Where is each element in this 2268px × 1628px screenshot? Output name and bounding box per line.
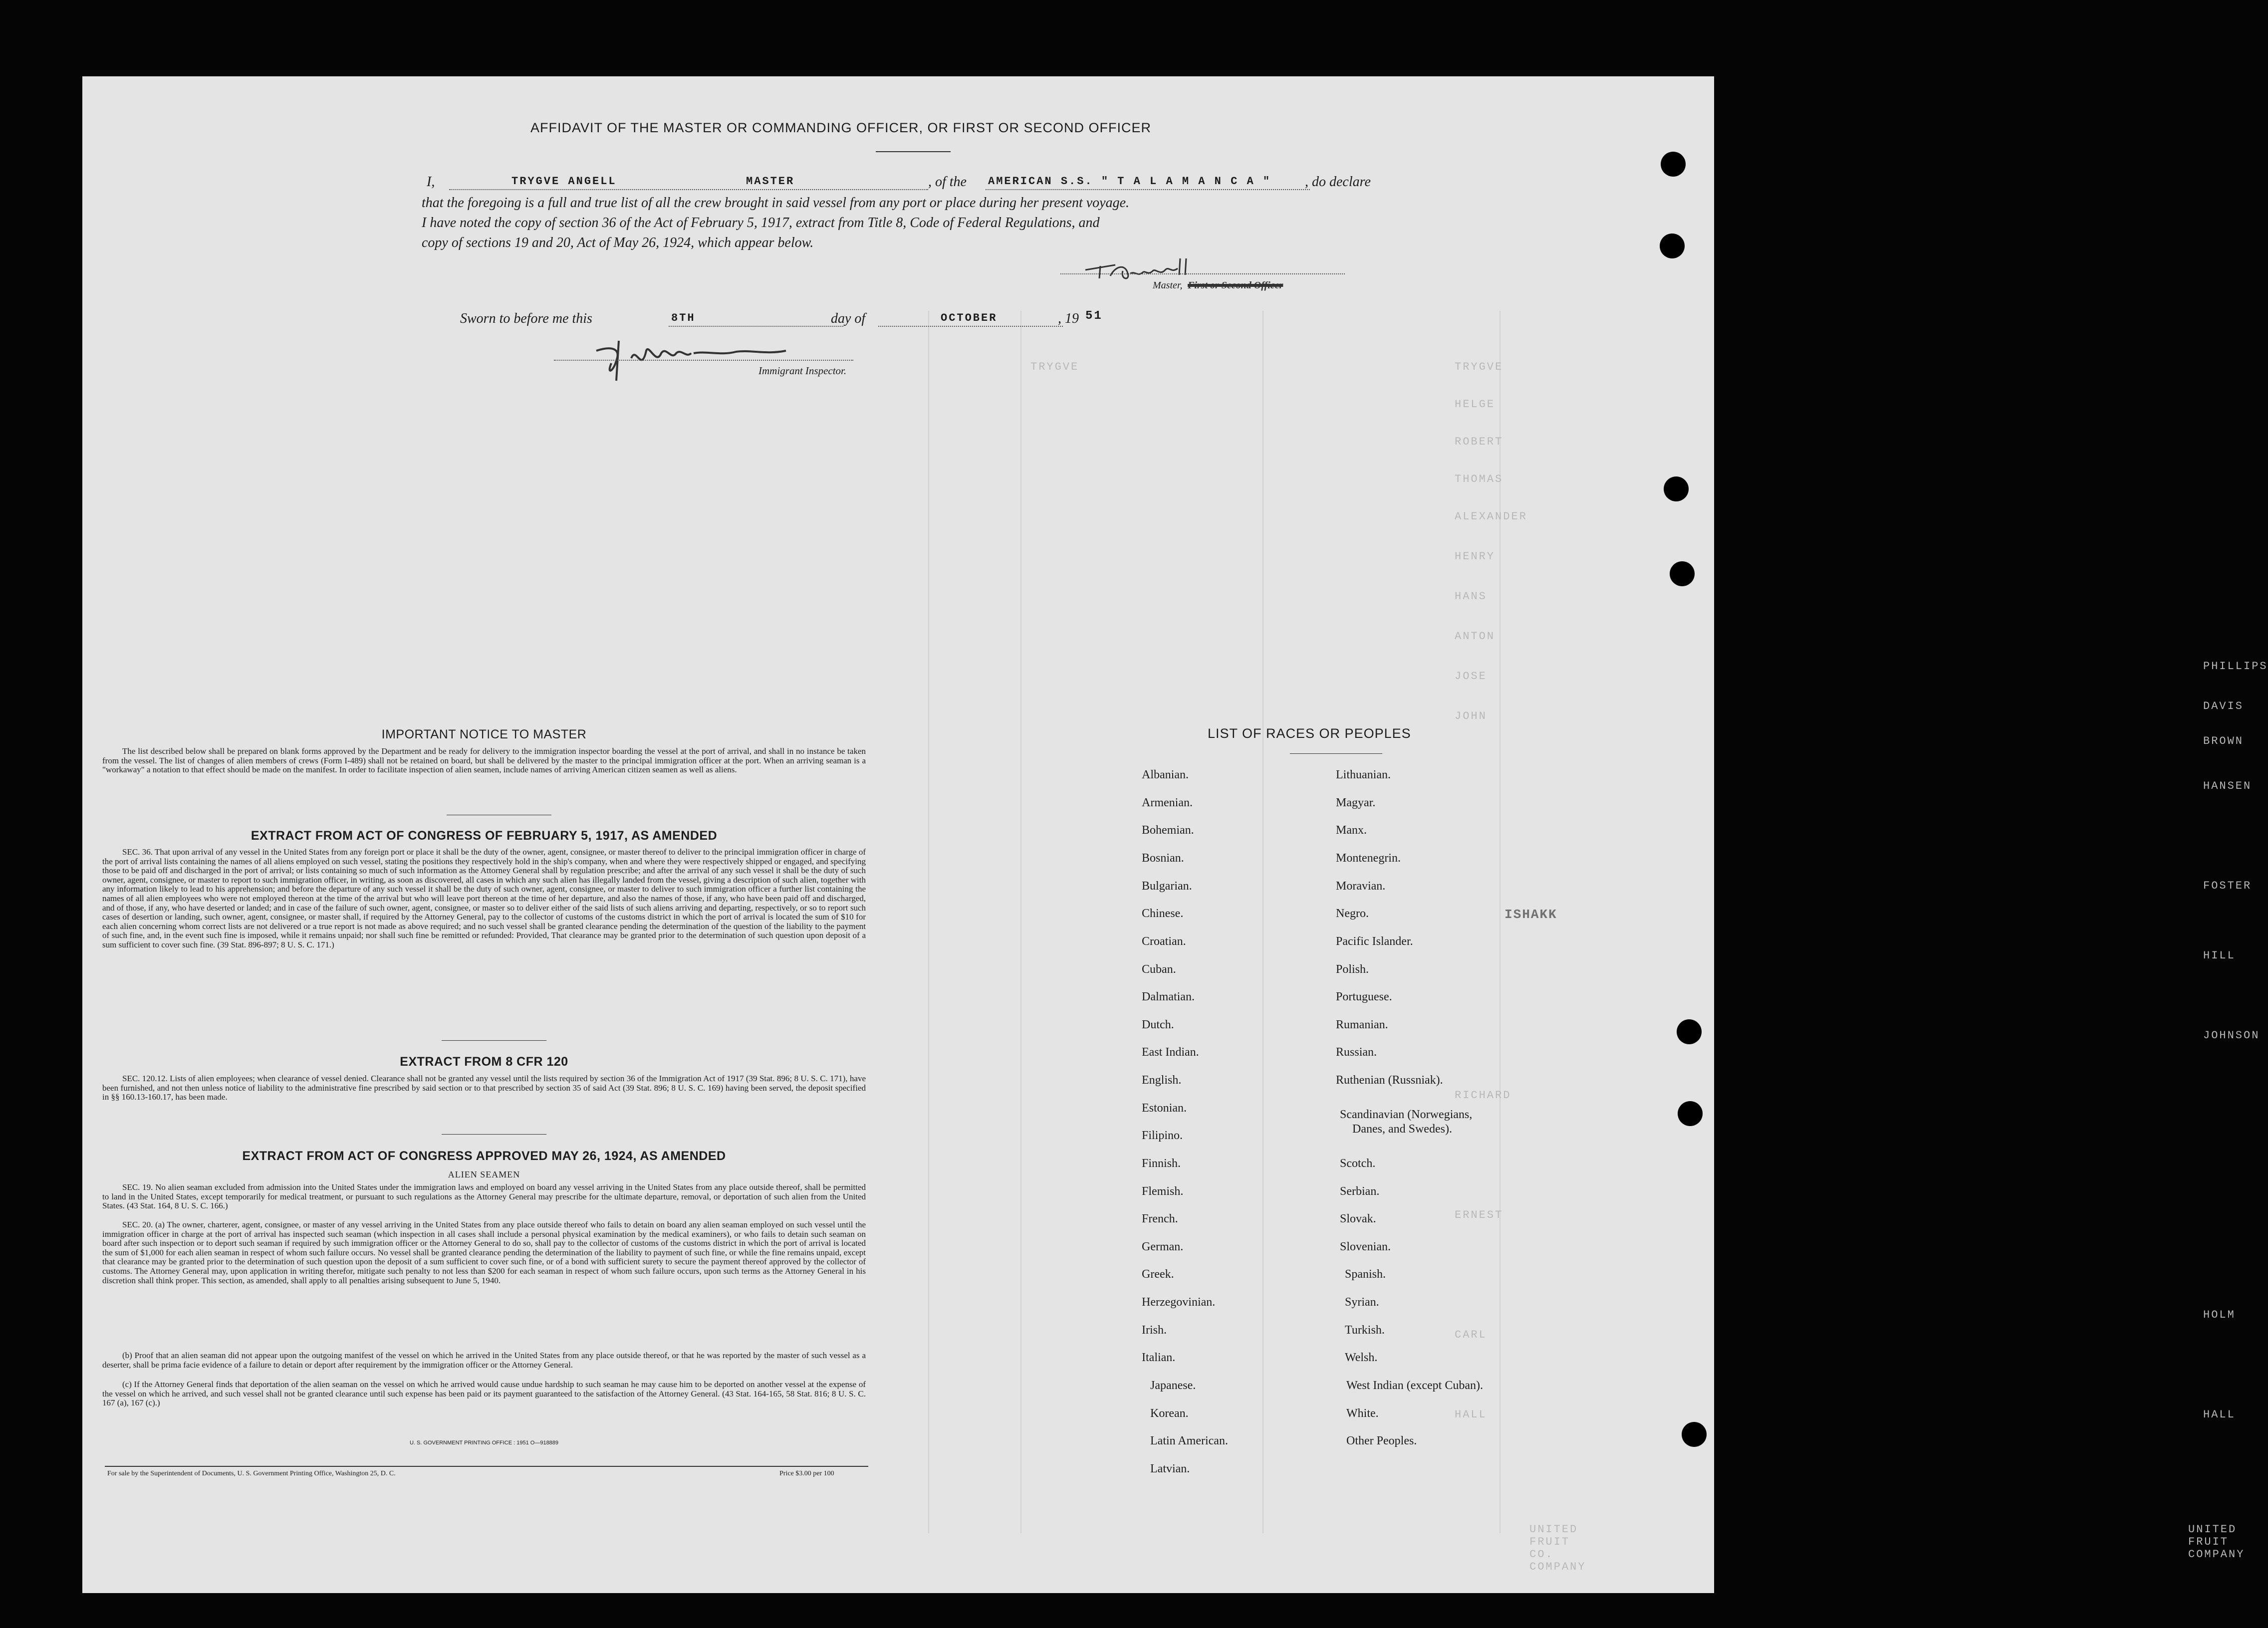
race-item: Herzegovinian. [1142, 1296, 1216, 1309]
punch-hole [1670, 561, 1695, 586]
affidavit-line4: copy of sections 19 and 20, Act of May 26, 1924, which appear below. [422, 235, 814, 250]
race-item: Dalmatian. [1142, 990, 1195, 1003]
bleed-rule [928, 311, 929, 1533]
race-item: Cuban. [1142, 963, 1176, 976]
race-item: Slovak. [1340, 1212, 1376, 1225]
sec20c-body: (c) If the Attorney General finds that deportation of the alien seaman on the vessel on which he arrived would cause undue hardship to such seaman he may cause him to be deported on another vessel at the expense of the vessel on which he arrived, and such vessel shall not be granted clearance until such expense has been paid or its payment guaranteed to the satisfaction of the Attorney General. (43 Stat. 164-165, 58 Stat. 816; 8 U. S. C. 167 (a), 167 (c).) [102, 1380, 866, 1408]
affidavit-i: I, [427, 174, 435, 190]
race-item: Croatian. [1142, 935, 1186, 948]
bleed-rule [1500, 311, 1501, 1533]
race-item: French. [1142, 1212, 1178, 1225]
do-declare-text: , do declare [1305, 174, 1371, 190]
race-item: Bulgarian. [1142, 880, 1192, 893]
race-item: Other Peoples. [1346, 1434, 1417, 1447]
race-item: Danes, and Swedes). [1352, 1123, 1452, 1136]
master-signature-line [1060, 273, 1345, 274]
race-item: White. [1346, 1407, 1379, 1420]
race-item: Portuguese. [1336, 990, 1392, 1003]
race-item: Pacific Islander. [1336, 935, 1413, 948]
notice-body: The list described below shall be prepared on blank forms approved by the Department and be ready for delivery to the immigration inspector boarding the vessel at the port of arrival, and shall in no instance be taken from the vessel. The list of changes of alien members of crews (Form I-489) shall not be retained on board, but shall be delivered by the master to the principal immigration officer at the port. When an arriving seaman is a "workaway" a notation to that effect should be made on the manifest. In order to facilitate inspection of alien seamen, include names of arriving American citizen seamen as well as aliens. [102, 746, 866, 775]
races-title: LIST OF RACES OR PEOPLES [1208, 726, 1411, 741]
affidavit-title: AFFIDAVIT OF THE MASTER OR COMMANDING OFFICER, OR FIRST OR SECOND OFFICER [530, 120, 1152, 135]
affidavit-line3: I have noted the copy of section 36 of the Act of February 5, 1917, extract from Title 8, Code of Federal Regulations, and [422, 215, 1100, 231]
sec20a-body: SEC. 20. (a) The owner, charterer, agent, consignee, or master of any vessel arriving in the United States from any place outside thereof who fails to detain on board any alien seaman employed on such vessel until the immigration officer in charge at the port of arrival has inspected such seaman (which inspection in all cases shall include a personal physical examination by the medical examiners), or who fails to detain such seaman on board after such inspection or to deport such seaman if required by such immigration officer or the Attorney General to do so, shall pay to the collector of customs of the customs district in which the port of arrival is located the sum of $1,000 for each alien seaman in respect of whom such failure occurs. No vessel shall be granted clearance pending the determination of the liability to payment of such fine, or while the fine remains unpaid, except that clearance may be granted prior to the determination of such question upon the deposit of a sum sufficient to cover such fine, or of a bond with sufficient surety to secure the payment thereof approved by the collector of customs. The Attorney General may, upon application in writing therefor, mitigate such penalty to not less than $200 for each seaman in respect of whom such failure occurs, upon such terms as the Attorney General in his discretion shall think proper. This section, as amended, shall apply to all penalties arising subsequent to June 5, 1940. [102, 1220, 866, 1285]
year-suffix: 51 [1085, 309, 1103, 323]
of-the-text: , of the [928, 174, 967, 190]
race-item: Spanish. [1345, 1268, 1386, 1281]
punch-hole [1664, 476, 1689, 501]
inspector-label: Immigrant Inspector. [758, 365, 847, 377]
race-item: Albanian. [1142, 768, 1189, 781]
master-struck-label: First or Second Officer [1188, 280, 1283, 291]
races-divider [1290, 753, 1382, 754]
notice-title: IMPORTANT NOTICE TO MASTER [381, 727, 587, 741]
race-item: Italian. [1142, 1351, 1176, 1364]
race-item: Turkish. [1345, 1324, 1385, 1337]
sworn-month: OCTOBER [941, 312, 998, 324]
race-item: Armenian. [1142, 796, 1193, 809]
race-item: Chinese. [1142, 907, 1184, 920]
race-item: Bohemian. [1142, 824, 1194, 837]
sec19-body: SEC. 19. No alien seaman excluded from admission into the United States under the immigration laws and employed on board any vessel arriving in the United States from any place outside thereof, shall be permitted to land in the United States, except temporarily for medical treatment, or pursuant to such regulations as the Attorney General may prescribe for the ultimate departure, removal, or deportation of such alien from the United States. (43 Stat. 164, 8 U. S. C. 166.) [102, 1182, 866, 1211]
sec20b-body: (b) Proof that an alien seaman did not appear upon the outgoing manifest of the vessel on which he arrived in the United States from any place outside thereof, or that he was reported by the master of such vessel as a deserter, shall be prima facie evidence of a failure to detain or deport after requirement by the immigration officer or the Attorney General. [102, 1351, 866, 1370]
punch-hole [1678, 1101, 1703, 1126]
document-sheet: TRYGVE TRYGVE HELGE ROBERT THOMAS ALEXANDER HENRY HANS ANTON JOSE JOHN RICHARD ERNEST CARL HALL PHILLIPS DAVIS BROWN HANSEN FOSTER HILL JOHNSON HOLM HALL UNITED FRUIT COMPANY UNITED FRUIT CO. COMPANY AFFIDAVIT OF THE MASTER OR COMMANDING OFFICER, OR FIRST OR SECOND OFFICER I, TRYGVE ANGELL MASTER , of the AMERICAN S.S. " T A L A M A N C A " , do declare that the foregoing is a full and true list of all the crew brought in said vessel from any port or place during her present voyage. I have noted the copy of section 36 of the Act of February 5, 1917, extract from Title 8, Code of Federal Regulations, and copy of sections 19 and 20, Act of May 26, 1924, which appear below. Master, First or Second Officer Sworn to before me this 8TH day of OCTOBER , 19 51 Immigrant Inspector. IMPORTANT NOTICE TO MASTER The list described below shall be prepared on blank forms approved by the Department and be ready for delivery to the immigration inspector boarding the vessel at the port of arrival, and shall in no instance be taken from the vessel. The list of changes of alien members of crews (Form I-489) shall not be retained on board, but shall be delivered by the master to the principal immigration officer at the port. When an arriving seaman is a "workaway" a notation to that effect should be made on the manifest. In order to facilitate inspection of alien seamen, include names of arriving American citizen seamen as well as aliens. EXTRACT FROM ACT OF CONGRESS OF FEBRUARY 5, 1917, AS AMENDED SEC. 36. That upon arrival of any vessel in the United States from any foreign port or place it shall be the duty of the owner, agent, consignee, or master thereof to deliver to the principal immigration officer in charge of the port of arrival lists containing the names of all aliens employed on such vessel, stating the positions they respectively hold in the ship's company, when and where they were respectively shipped or engaged, and specifying those to be paid off and discharged in the port of arrival; or lists containing so much of such information as the Attorney General shall by regulation prescribe; and after the arrival of any such vessel it shall be the duty of such owner, agent, consignee, or master to report to such immigration officer, in writing, as soon as discovered, all cases in which any such alien has illegally landed from the vessel, giving a description of such alien, together with any information likely to lead to his apprehension; and before the departure of any such vessel it shall be the duty of such owner, agent, consignee, or master to deliver to such immigration officer a further list containing the names of all alien employees who were not employed thereon at the time of the arrival but who will leave port thereon at the time of her departure, and also the names of those, if any, who have been paid off and discharged, and of those, if any, who have deserted or landed; and in case of the failure of such owner, agent, consignee, or master so to deliver either of the said lists of such aliens arriving and departing, respectively, or so to report such cases of desertion or landing, such owner, agent, consignee, or master shall, if required by the Attorney General, pay to the collector of customs of the customs district in which the port of arrival is located the sum of $10 for each alien concerning whom correct lists are not delivered or a true report is not made as above required; and no such vessel shall be granted clearance pending the determination of the question of the liability to the payment of such fine, and, in the event such fine is imposed, while it remains unpaid; nor shall such fine be remitted or refunded: Provided, That clearance may be granted prior to the determination of such question upon deposit of a sum sufficient to cover such fine. (39 Stat. 896-897; 8 U. S. C. 171.) EXTRACT FROM 8 CFR 120 SEC. 120.12. Lists of alien employees; when clearance of vessel denied. Clearance shall not be granted any vessel until the lists required by section 36 of the Immigration Act of 1917 (39 Stat. 896; 8 U. S. C. 171), have been furnished, and not then unless notice of liability to the administrative fine prescribed by said section or to that prescribed by section 35 of said Act (39 Stat. 896; 8 U. S. C. 169) having been served, the deposit specified in §§ 160.13-160.17, has been made. EXTRACT FROM ACT OF CONGRESS APPROVED MAY 26, 1924, AS AMENDED ALIEN SEAMEN SEC. 19. No alien seaman excluded from admission into the United States under the immigration laws and employed on board any vessel arriving in the United States from any place outside thereof, shall be permitted to land in the United States, except temporarily for medical treatment, or pursuant to such regulations as the Attorney General may prescribe for the ultimate departure, removal, or deportation of such alien from the United States. (43 Stat. 164, 8 U. S. C. 166.) SEC. 20. (a) The owner, charterer, agent, consignee, or master of any vessel arriving in the United States from any place outside thereof who fails to detain on board any alien seaman employed on such vessel until the immigration officer in charge at the port of arrival has inspected such seaman (which inspection in all cases shall include a personal physical examination by the medical examiners), or who fails to detain such seaman on board after such inspection or to deport such seaman if required by such immigration officer or the Attorney General to do so, shall pay to the collector of customs of the customs district in which the port of arrival is located the sum of $1,000 for each alien seaman in respect of whom such failure occurs. No vessel shall be granted clearance pending the determination of the liability to payment of such fine, or while the fine remains unpaid, except that clearance may be granted prior to the determination of such question upon the deposit of a sum sufficient to cover such fine, or of a bond with sufficient surety to secure the payment thereof approved by the collector of customs. The Attorney General may, upon application in writing therefor, mitigate such penalty to not less than $200 for each seaman in respect of whom such failure occurs, upon such terms as the Attorney General in his discretion shall think proper. This section, as amended, shall apply to all penalties arising subsequent to June 5, 1940. (b) Proof that an alien seaman did not appear upon the outgoing manifest of the vessel on which he arrived in the United States from any place outside thereof, or that he was reported by the master of such vessel as a deserter, shall be prima facie evidence of a failure to detain or deport after requirement by the immigration officer or the Attorney General. (c) If the Attorney General finds that deportation of the alien seaman on the vessel on which he arrived would cause undue hardship to such seaman he may cause him to be deported on another vessel at the expense of the vessel on which he arrived, and such vessel shall not be granted clearance until such expense has been paid or its payment guaranteed to the satisfaction of the Attorney General. (43 Stat. 164-165, 58 Stat. 816; 8 U. S. C. 167 (a), 167 (c).) U. S. GOVERNMENT PRINTING OFFICE : 1951 O—918889 For sale by the Superintendent of Documents, U. S. Government Printing Office, Washington 25, D. C. Price $3.00 per 100 LIST OF RACES OR PEOPLES Albanian. Armenian. Bohemian. Bosnian. Bulgarian. Chinese. Croatian. Cuban. Dalmatian. Dutch. East Indian. English. Estonian. Filipino. Finnish. Flemish. French. German. Greek. Herzegovinian. Irish. Italian. Japanese. Korean. Latin American. Latvian. Lithuanian. Magyar. Manx. Montenegrin. Moravian. Negro. Pacific Islander. Polish. Portuguese. Rumanian. Russian. Ruthenian (Russniak). Scandinavian (Norwegians, Danes, and Swedes). Scotch. Serbian. Slovak. Slovenian. Spanish. Syrian. Turkish. Welsh. West Indian (except Cuban). White. Other Peoples. ISHAKK [82, 76, 1714, 1593]
race-item: Irish. [1142, 1324, 1167, 1337]
race-item: Polish. [1336, 963, 1369, 976]
race-item: Estonian. [1142, 1102, 1187, 1115]
master-rank: MASTER [746, 175, 795, 188]
race-item: Scandinavian (Norwegians, [1340, 1108, 1473, 1121]
extract-1924-title: EXTRACT FROM ACT OF CONGRESS APPROVED MAY 26, 1924, AS AMENDED [242, 1149, 726, 1163]
race-item: Rumanian. [1336, 1018, 1388, 1031]
race-item: Latvian. [1150, 1462, 1190, 1475]
race-item: Dutch. [1142, 1018, 1174, 1031]
master-name: TRYGVE ANGELL [511, 175, 617, 188]
race-item: Lithuanian. [1336, 768, 1391, 781]
cfr120-body: SEC. 120.12. Lists of alien employees; when clearance of vessel denied. Clearance shall not be granted any vessel until the lists required by section 36 of the Immigration Act of 1917 (39 Stat. 896; 8 U. S. C. 171), have been furnished, and not then unless notice of liability to the administrative fine prescribed by said section or to that prescribed by section 35 of said Act (39 Stat. 896; 8 U. S. C. 169) having been served, the deposit specified in §§ 160.13-160.17, has been made. [102, 1074, 866, 1102]
race-item: German. [1142, 1240, 1184, 1253]
race-item: Serbian. [1340, 1185, 1380, 1198]
race-item: Syrian. [1345, 1296, 1379, 1309]
inspector-signature-line [554, 360, 853, 361]
race-item: Ruthenian (Russniak). [1336, 1074, 1443, 1087]
bleed-rule [1020, 311, 1021, 1533]
race-item: Welsh. [1345, 1351, 1378, 1364]
sworn-label: Sworn to before me this [460, 311, 592, 326]
race-item: Japanese. [1150, 1379, 1196, 1392]
footer-rule [105, 1466, 868, 1467]
race-item: Flemish. [1142, 1185, 1184, 1198]
race-item: Scotch. [1340, 1157, 1376, 1170]
year-prefix: , 19 [1058, 311, 1079, 326]
punch-hole [1660, 233, 1685, 258]
race-item: Finnish. [1142, 1157, 1181, 1170]
race-item: Russian. [1336, 1046, 1377, 1059]
cfr120-title: EXTRACT FROM 8 CFR 120 [400, 1055, 568, 1069]
race-item: East Indian. [1142, 1046, 1199, 1059]
affidavit-line2: that the foregoing is a full and true list of all the crew brought in said vessel from any port or place during her present voyage. [422, 195, 1130, 211]
race-item: Greek. [1142, 1268, 1174, 1281]
race-item: Korean. [1150, 1407, 1189, 1420]
race-item: Latin American. [1150, 1434, 1228, 1447]
footer-sale-note: For sale by the Superintendent of Documents, U. S. Government Printing Office, Washington 25, D. C. [107, 1470, 396, 1477]
punch-hole [1682, 1422, 1707, 1447]
vessel-name: AMERICAN S.S. " T A L A M A N C A " [988, 175, 1271, 188]
race-item: Moravian. [1336, 880, 1386, 893]
printing-office-note: U. S. GOVERNMENT PRINTING OFFICE : 1951 O—918889 [409, 1440, 559, 1446]
punch-hole [1677, 1019, 1702, 1044]
footer-price: Price $3.00 per 100 [779, 1470, 834, 1477]
day-of-label: day of [831, 311, 866, 326]
master-label: Master, [1153, 280, 1183, 291]
stamp-mark: ISHAKK [1505, 907, 1557, 922]
race-item: Filipino. [1142, 1129, 1183, 1142]
alien-seamen-subtitle: ALIEN SEAMEN [448, 1169, 520, 1179]
divider [442, 1040, 546, 1041]
divider [442, 1134, 546, 1135]
race-item: West Indian (except Cuban). [1346, 1379, 1483, 1392]
race-item: Magyar. [1336, 796, 1376, 809]
extract-1917-body: SEC. 36. That upon arrival of any vessel in the United States from any foreign port or place it shall be the duty of the owner, agent, consignee, or master thereof to deliver to the principal immigration officer in charge of the port of arrival lists containing the names of all aliens employed on such vessel, stating the positions they respectively hold in the ship's company, when and where they were respectively shipped or engaged, and specifying those to be paid off and discharged in the port of arrival; or lists containing so much of such information as the Attorney General shall by regulation prescribe; and after the arrival of any such vessel it shall be the duty of such owner, agent, consignee, or master to report to such immigration officer, in writing, as soon as discovered, all cases in which any such alien has illegally landed from the vessel, giving a description of such alien, together with any information likely to lead to his apprehension; and before the departure of any such vessel it shall be the duty of such owner, agent, consignee, or master to deliver to such immigration officer a further list containing the names of all alien employees who were not employed thereon at the time of the arrival but who will leave port thereon at the time of her departure, and also the names of those, if any, who have been paid off and discharged, and of those, if any, who have deserted or landed; and in case of the failure of such owner, agent, consignee, or master so to deliver either of the said lists of such aliens arriving and departing, respectively, or so to report such cases of desertion or landing, such owner, agent, consignee, or master shall, if required by the Attorney General, pay to the collector of customs of the customs district in which the port of arrival is located the sum of $10 for each alien concerning whom correct lists are not delivered or a true report is not made as above required; and no such vessel shall be granted clearance pending the determination of the question of the liability to the payment of such fine, and, in the event such fine is imposed, while it remains unpaid; nor shall such fine be remitted or refunded: Provided, That clearance may be granted prior to the determination of such question upon deposit of a sum sufficient to cover such fine. (39 Stat. 896-897; 8 U. S. C. 171.) [102, 847, 866, 949]
race-item: Manx. [1336, 824, 1367, 837]
bleed-rule [1262, 311, 1263, 1533]
race-item: Slovenian. [1340, 1240, 1391, 1253]
race-item: Bosnian. [1142, 852, 1184, 865]
race-item: English. [1142, 1074, 1182, 1087]
sworn-day: 8TH [671, 312, 696, 324]
title-divider [876, 151, 951, 152]
punch-hole [1661, 152, 1686, 177]
race-item: Montenegrin. [1336, 852, 1401, 865]
extract-1917-title: EXTRACT FROM ACT OF CONGRESS OF FEBRUARY 5, 1917, AS AMENDED [251, 829, 718, 843]
race-item: Negro. [1336, 907, 1369, 920]
